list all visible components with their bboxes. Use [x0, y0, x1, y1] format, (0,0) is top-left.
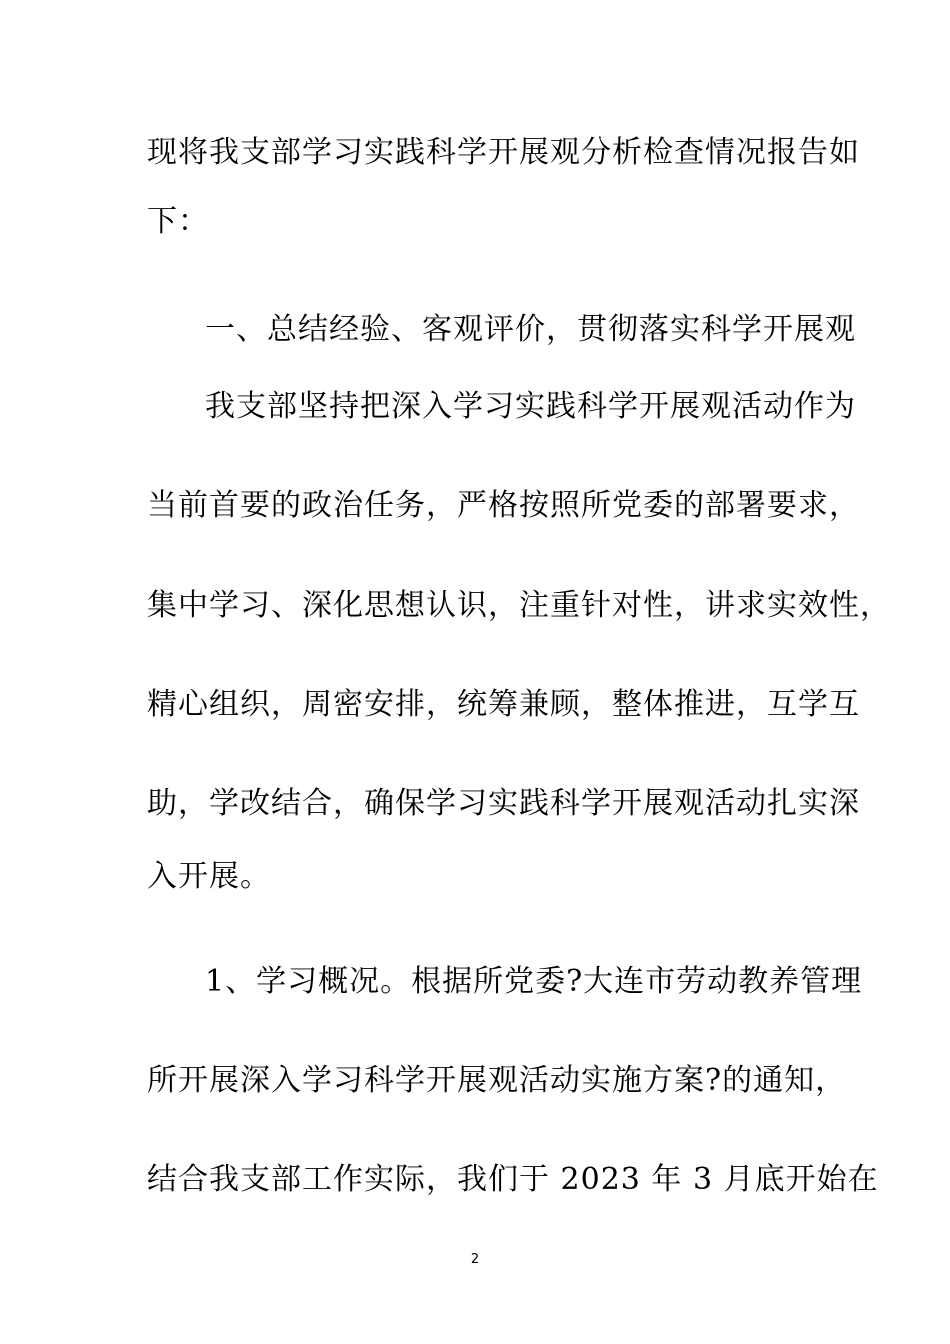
text-line: 1、学习概况。根据所党委?大连市劳动教养管理	[205, 964, 863, 999]
page-number: 2	[470, 1252, 480, 1267]
text-line: 我支部坚持把深入学习实践科学开展观活动作为	[205, 389, 856, 424]
text-line: 助，学改结合，确保学习实践科学开展观活动扎实深	[147, 786, 860, 821]
text-line: 当前首要的政治任务，严格按照所党委的部署要求，	[147, 488, 860, 523]
text-line: 现将我支部学习实践科学开展观分析检查情况报告如	[147, 135, 860, 170]
text-line: 精心组织，周密安排，统筹兼顾，整体推进，互学互	[147, 687, 860, 722]
text-line: 下：	[147, 204, 209, 239]
text-line: 入开展。	[147, 859, 271, 894]
section-heading: 一、总结经验、客观评价，贯彻落实科学开展观	[205, 312, 856, 347]
text-line: 结合我支部工作实际，我们于 2023 年 3 月底开始在	[147, 1162, 879, 1197]
text-line: 集中学习、深化思想认识，注重针对性，讲求实效性，	[147, 588, 891, 623]
text-line: 所开展深入学习科学开展观活动实施方案?的通知，	[147, 1063, 847, 1098]
